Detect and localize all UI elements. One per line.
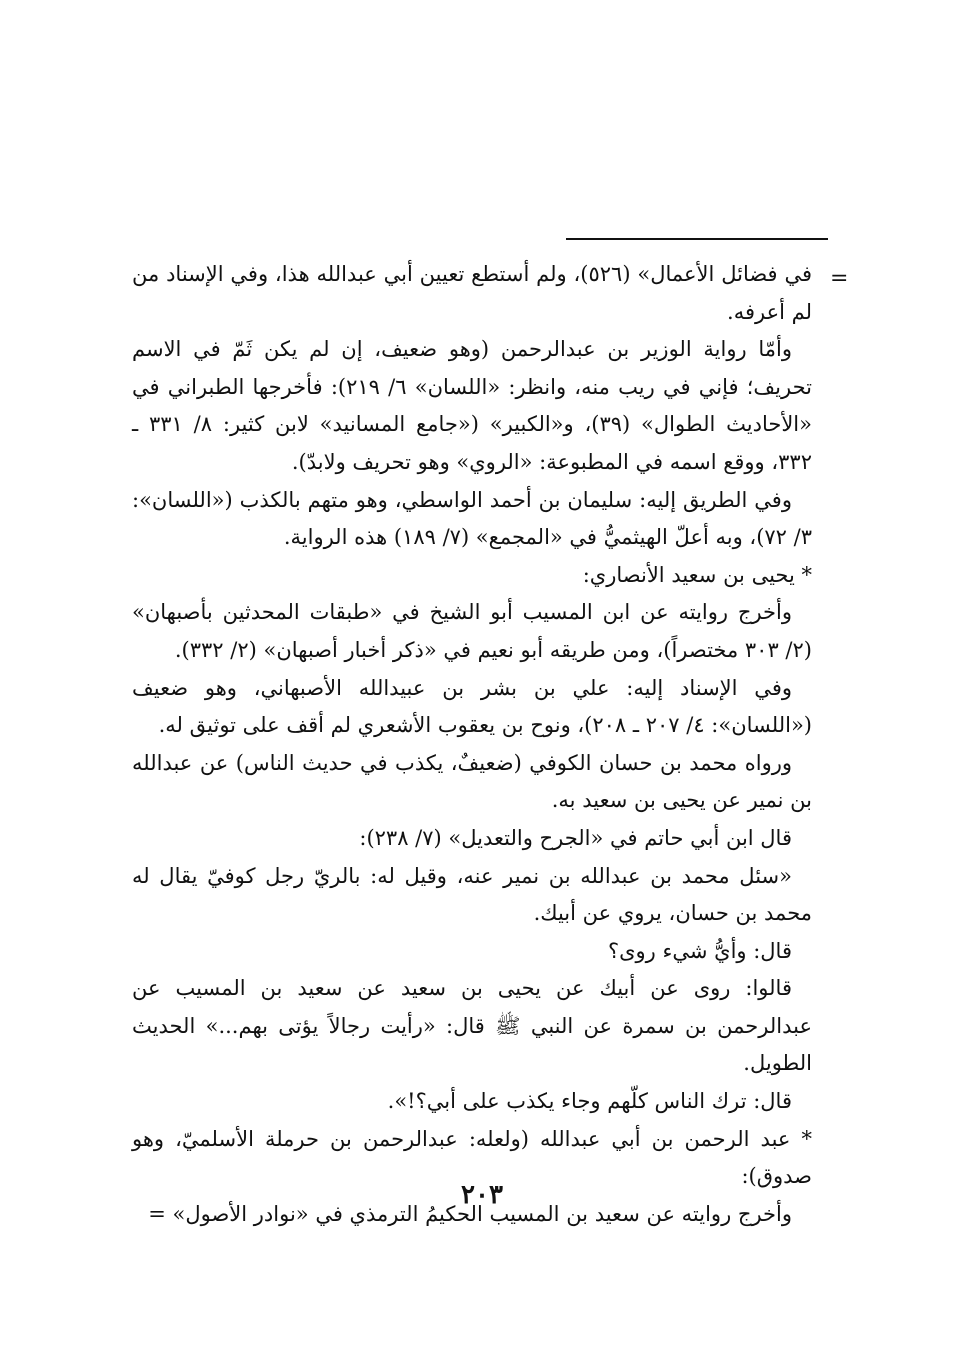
paragraph: وأخرج روايته عن سعيد بن المسيب الحكيمُ الترمذي في «نوادر الأصول» = [148,1201,792,1226]
paragraph: قالوا: روى عن أبيك عن يحيى بن سعيد عن سعيد بن المسيب عن عبدالرحمن بن سمرة عن النبي ﷺ قال: «رأيت رجالاً يؤتى بهم...» الحديث الطويل. [132,976,812,1076]
paragraph: وأخرج روايته عن ابن المسيب أبو الشيخ في «طبقات المحدثين بأصبهان» (٢/ ٣٠٣ مختصراً)، ومن طريقه أبو نعيم في «ذكر أخبار أصبهان» (٢/ ٣٣٢). [132,600,812,662]
paragraph: وأمّا رواية الوزير بن عبدالرحمن (وهو ضعيف، إن لم يكن ثَمّ في الاسم تحريف؛ فإني في ريب منه، وانظر: «اللسان» ٦/ ٢١٩): فأخرجها الطبراني في «الأحاديث الطوال» (٣٩)، و«الكبير» («جامع المسانيد» لابن كثير: ٨/ ٣٣١ ـ ٣٣٢، ووقع اسمه في المطبوعة: «الروي» وهو تحريف ولابدّ). [132,337,812,474]
paragraph: وفي الطريق إليه: سليمان بن أحمد الواسطي، وهو متهم بالكذب («اللسان»: ٣/ ٧٢)، وبه أعلّ الهيثميُّ في «المجمع» (٧/ ١٨٩) هذه الرواية. [132,487,812,550]
paragraph: في فضائل الأعمال» (٥٢٦)، ولم أستطع تعيين أبي عبدالله هذا، وفي الإسناد من لم أعرفه. [132,262,812,324]
section-heading: * عبد الرحمن بن أبي عبدالله (ولعله: عبدالرحمن بن حرملة الأسلميّ، وهو صدوق): [132,1126,812,1189]
paragraph: قال: وأيُّ شيء روى؟ [607,938,792,963]
paragraph: «سئل محمد بن عبدالله بن نمير عنه، وقيل له: بالريّ رجل كوفيّ يقال له محمد بن حسان، يروي عن أبيك. [132,863,812,926]
page-number: ٢٠٣ [461,1180,503,1210]
continuation-marker: = [830,266,849,291]
footnote-separator-rule [566,238,828,240]
paragraph: وفي الإسناد إليه: علي بن بشر بن عبيدالله الأصبهاني، وهو ضعيف («اللسان»: ٤/ ٢٠٧ ـ ٢٠٨)، ونوح بن يعقوب الأشعري لم أقف على توثيق له. [132,675,812,738]
footnote-text-block [132,256,812,1233]
section-heading: * يحيى بن سعيد الأنصاري: [582,562,812,587]
paragraph: ورواه محمد بن حسان الكوفي (ضعيفٌ، يكذب في حديث الناس) عن عبدالله بن نمير عن يحيى بن سعيد به. [132,750,812,813]
paragraph: قال ابن أبي حاتم في «الجرح والتعديل» (٧/ ٢٣٨): [359,825,792,850]
paragraph: قال: ترك الناس كلّهم وجاء يكذب على أبي؟!». [387,1089,792,1114]
